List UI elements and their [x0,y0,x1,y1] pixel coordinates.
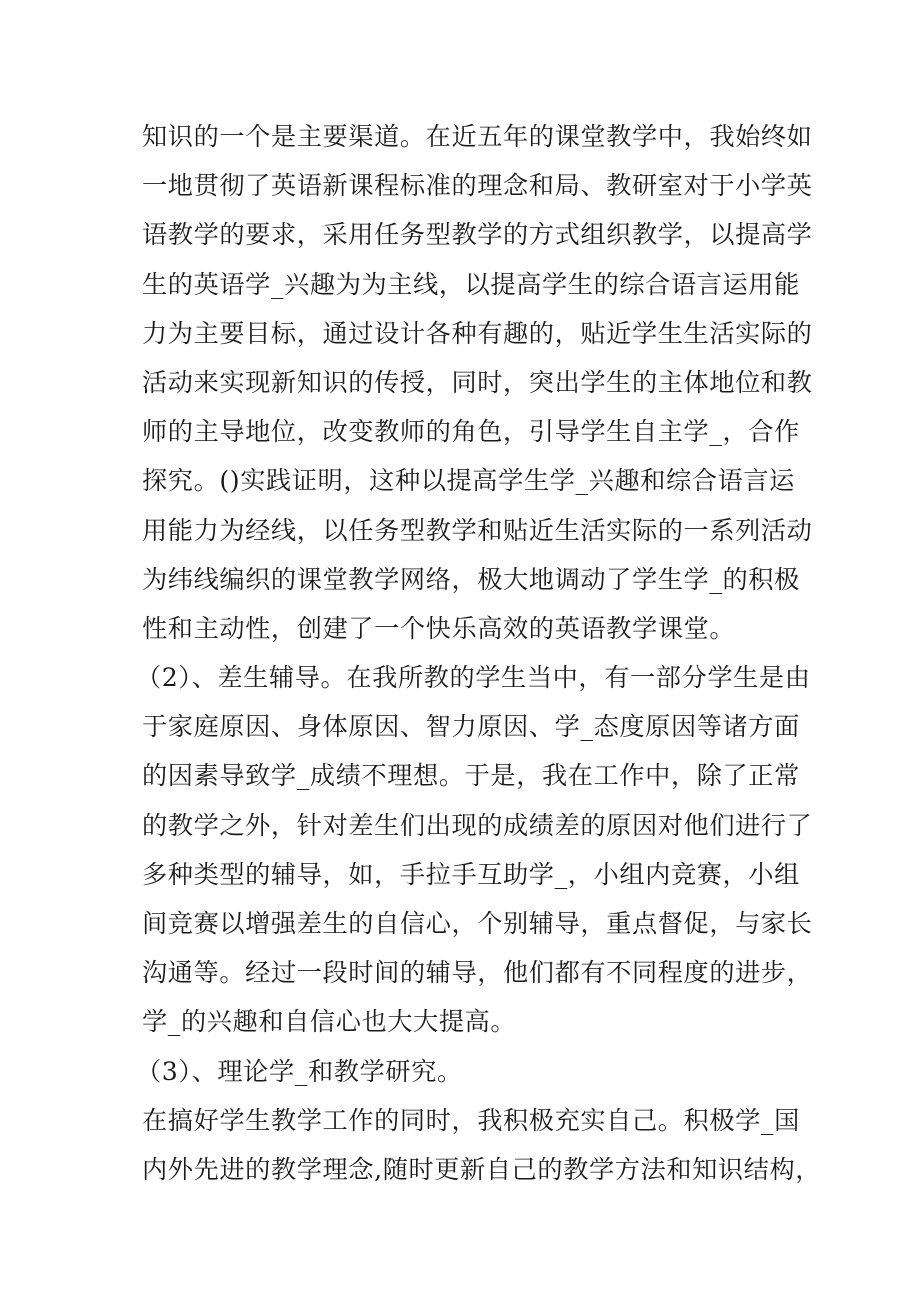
text-line: 用能力为经线，以任务型教学和贴近生活实际的一系列活动 [142,515,813,545]
text-line: 探究。()实践证明，这种以提高学生学_兴趣和综合语言运 [142,466,795,496]
text-line: 生的英语学_兴趣为为主线，以提高学生的综合语言运用能 [142,269,800,299]
text-line: 知识的一个是主要渠道。在近五年的课堂教学中，我始终如 [142,122,813,151]
text-line: 在搞好学生教学工作的同时，我积极充实自己。积极学_国 [142,1105,800,1135]
text-line: 多种类型的辅导，如，手拉手互助学_，小组内竞赛，小组 [142,859,800,889]
text-line: 语教学的要求，采用任务型教学的方式组织教学，以提高学 [142,220,813,250]
section-heading-line: （3）、理论学_和教学研究。 [136,1056,463,1086]
section-heading-line: （2）、差生辅导。在我所教的学生当中，有一部分学生是由 [136,663,811,693]
text-line: 一地贯彻了英语新课程标准的理念和局、教研室对于小学英 [142,171,813,201]
text-line: 于家庭原因、身体原因、智力原因、学_态度原因等诸方面 [142,712,800,742]
text-line: 间竞赛以增强差生的自信心，个别辅导，重点督促，与家长 [142,909,813,938]
text-line: 沟通等。经过一段时间的辅导，他们都有不同程度的进步， [142,958,813,988]
text-line: 活动来实现新知识的传授，同时，突出学生的主体地位和教 [142,367,813,397]
text-line: 为纬线编织的课堂教学网络，极大地调动了学生学_的积极 [142,564,800,594]
text-line: 力为主要目标，通过设计各种有趣的，贴近学生生活实际的 [142,318,813,348]
text-line: 内外先进的教学理念,随时更新自己的教学方法和知识结构， [142,1154,822,1184]
body-text [136,112,822,1194]
text-line: 的因素导致学_成绩不理想。于是，我在工作中，除了正常 [142,761,800,791]
text-line: 的教学之外，针对差生们出现的成绩差的原因对他们进行了 [142,810,813,840]
text-line: 性和主动性，创建了一个快乐高效的英语教学课堂。 [142,613,736,643]
text-line: 师的主导地位，改变教师的角色，引导学生自主学_，合作 [142,417,800,447]
text-line: 学_的兴趣和自信心也大大提高。 [142,1007,517,1037]
